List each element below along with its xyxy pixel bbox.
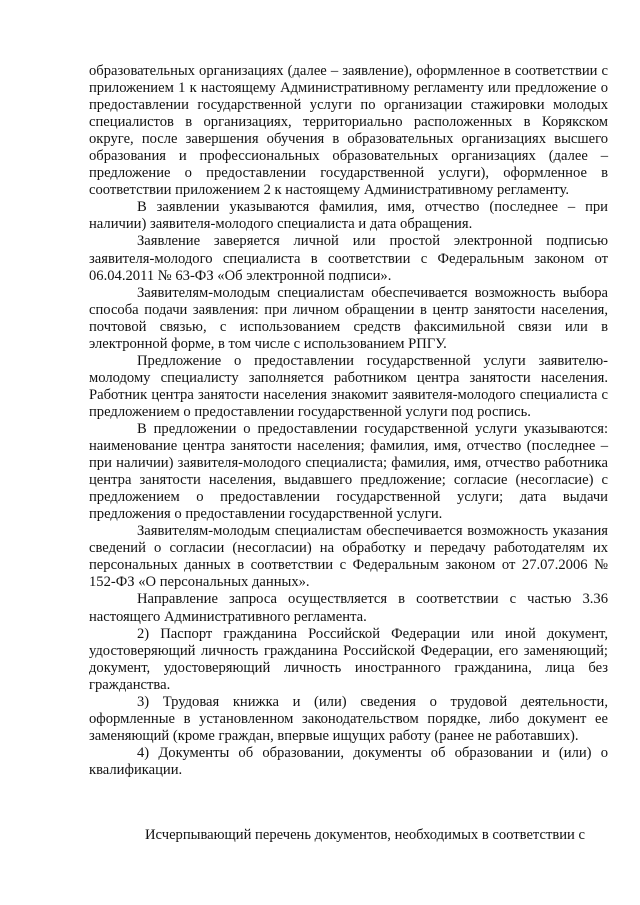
document-closing <box>89 827 608 844</box>
document-body <box>89 63 608 779</box>
paragraph-personal-data-consent: Заявителям-молодым специалистам обеспечивается возможность указания сведений о согласии (несогласии) на обработку и передачу работодателям их персональных данных в соответствии с Федеральным законом от 27.07.2006 № 152-ФЗ «О персональных данных». <box>89 523 608 591</box>
list-item-education-documents: 4) Документы об образовании, документы об образовании и (или) о квалификации. <box>89 744 608 778</box>
paragraph-request-direction: Направление запроса осуществляется в соответствии с частью 3.36 настоящего Административного регламента. <box>89 591 608 625</box>
list-item-work-record: 3) Трудовая книжка и (или) сведения о трудовой деятельности, оформленные в установленном законодательством порядке, либо документ ее заменяющий (кроме граждан, впервые ищущих работу (ранее не работавших). <box>89 693 608 744</box>
list-item-passport: 2) Паспорт гражданина Российской Федерации или иной документ, удостоверяющий личность гражданина Российской Федерации, его заменяющий; документ, удостоверяющий личность иностранного гражданина, лица без гражданства. <box>89 625 608 693</box>
paragraph-submission-methods: Заявителям-молодым специалистам обеспечивается возможность выбора способа подачи заявления: при личном обращении в центр занятости населения, почтовой связью, с использованием средств факсимильной связи или в электронной форме, в том числе с использованием РПГУ. <box>89 284 608 352</box>
closing-line: Исчерпывающий перечень документов, необходимых в соответствии с <box>145 827 585 843</box>
paragraph-proposal-contents: В предложении о предоставлении государственной услуги указываются: наименование центра занятости населения; фамилия, имя, отчество (последнее – при наличии) заявителя-молодого специалиста; фамилия, имя, отчество работника центра занятости населения, выдавшего предложение; согласие (несогласие) с предложением о предоставлении государственной услуги; дата выдачи предложения о предоставлении государственной услуги. <box>89 420 608 523</box>
paragraph-application-continuation: образовательных организациях (далее – заявление), оформленное в соответствии с приложением 1 к настоящему Административному регламенту или предложение о предоставлении государственной услуги по организации стажировки молодых специалистов в организациях, территориально расположенных в Корякском округе, после завершения обучения в образовательных организациях высшего образования и профессиональных образовательных организациях (далее – предложение о предоставлении государственной услуги), оформленное в соответствии приложением 2 к настоящему Административному регламенту. <box>89 63 608 199</box>
paragraph-electronic-signature: Заявление заверяется личной или простой электронной подписью заявителя-молодого специалиста в соответствии с Федеральным законом от 06.04.2011 № 63-ФЗ «Об электронной подписи». <box>89 233 608 284</box>
paragraph-application-contents: В заявлении указываются фамилия, имя, отчество (последнее – при наличии) заявителя-молодого специалиста и дата обращения. <box>89 199 608 233</box>
paragraph-proposal-filling: Предложение о предоставлении государственной услуги заявителю-молодому специалисту заполняется работником центра занятости населения. Работник центра занятости населения знакомит заявителя-молодого специалиста с предложением о предоставлении государственной услуги под роспись. <box>89 352 608 420</box>
